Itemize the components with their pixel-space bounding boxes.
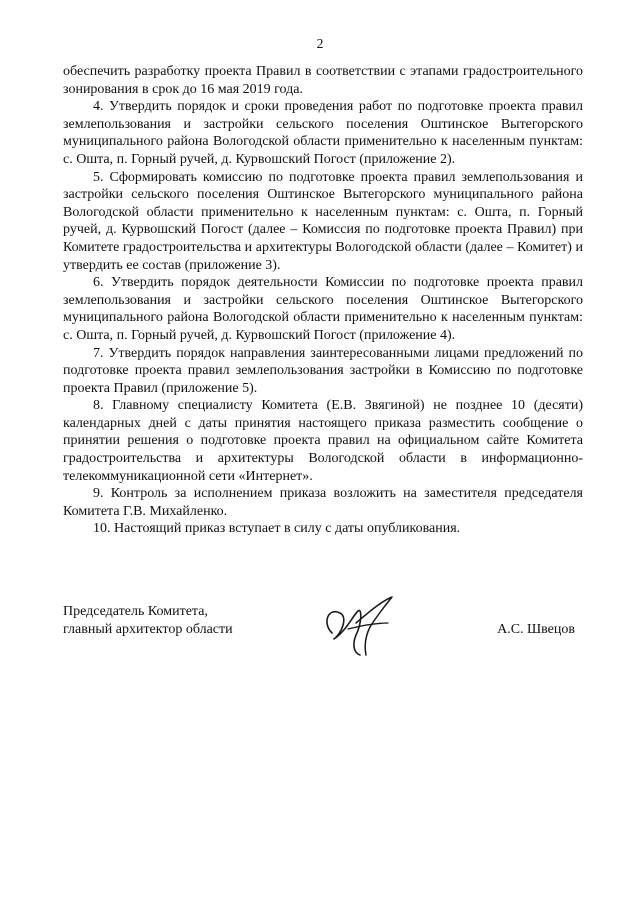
- signature-block: [63, 603, 583, 663]
- paragraph-item-9: 9. Контроль за исполнением приказа возложить на заместителя председателя Комитета Г.В. Михайленко.: [63, 486, 583, 519]
- paragraph-item-8: 8. Главному специалисту Комитета (Е.В. Звягиной) не позднее 10 (десяти) календарных дней с даты принятия настоящего приказа разместить сообщение о принятии решения о подготовке проекта правил на официальном сайте Комитета градостроительства и архитектуры Вологодской области в информационно-телекоммуникационной сети «Интернет».: [63, 398, 583, 484]
- paragraph-item-10: 10. Настоящий приказ вступает в силу с даты опубликования.: [93, 521, 461, 537]
- position-line-1: Председатель Комитета,: [63, 604, 208, 619]
- position-line-2: главный архитектор области: [63, 621, 233, 637]
- document-body: [63, 63, 583, 538]
- signatory-name: А.С. Швецов: [497, 622, 575, 637]
- paragraph-item-4: 4. Утвердить порядок и сроки проведения работ по подготовке проекта правил землепользования и застройки сельского поселения Оштинское Вытегорского муниципального района Вологодской области применительно к населенным пунктам: с. Ошта, п. Горный ручей, д. Курвошский Погост (приложение 2).: [63, 99, 583, 167]
- page-number: 2: [316, 36, 324, 51]
- paragraph-item-7: 7. Утвердить порядок направления заинтересованными лицами предложений по подготовке проекта правил землепользования застройки в Комиссию по подготовке проекта Правил (приложение 5).: [63, 345, 583, 396]
- paragraph-item-6: 6. Утвердить порядок деятельности Комиссии по подготовке проекта правил землепользования и застройки сельского поселения Оштинское Вытегорского муниципального района Вологодской области применительно к населенным пунктам: с. Ошта, п. Горный ручей, д. Курвошский Погост (приложение 4).: [63, 275, 583, 343]
- paragraph-continuation: обеспечить разработку проекта Правил в соответствии с этапами градостроительного зонирования в срок до 16 мая 2019 года.: [63, 64, 583, 97]
- paragraph-item-5: 5. Сформировать комиссию по подготовке проекта правил землепользования и застройки сельского поселения Оштинское Вытегорского муниципального района Вологодской области применительно к населенным пунктам: с. Ошта, п. Горный ручей, д. Курвошский Погост (далее – Комиссия по подготовке проекта Правил) при Комитете градостроительства и архитектуры Вологодской области (далее – Комитет) и утвердить ее состав (приложение 3).: [63, 169, 583, 273]
- signatory-position: [63, 603, 233, 638]
- handwritten-signature: [318, 593, 408, 661]
